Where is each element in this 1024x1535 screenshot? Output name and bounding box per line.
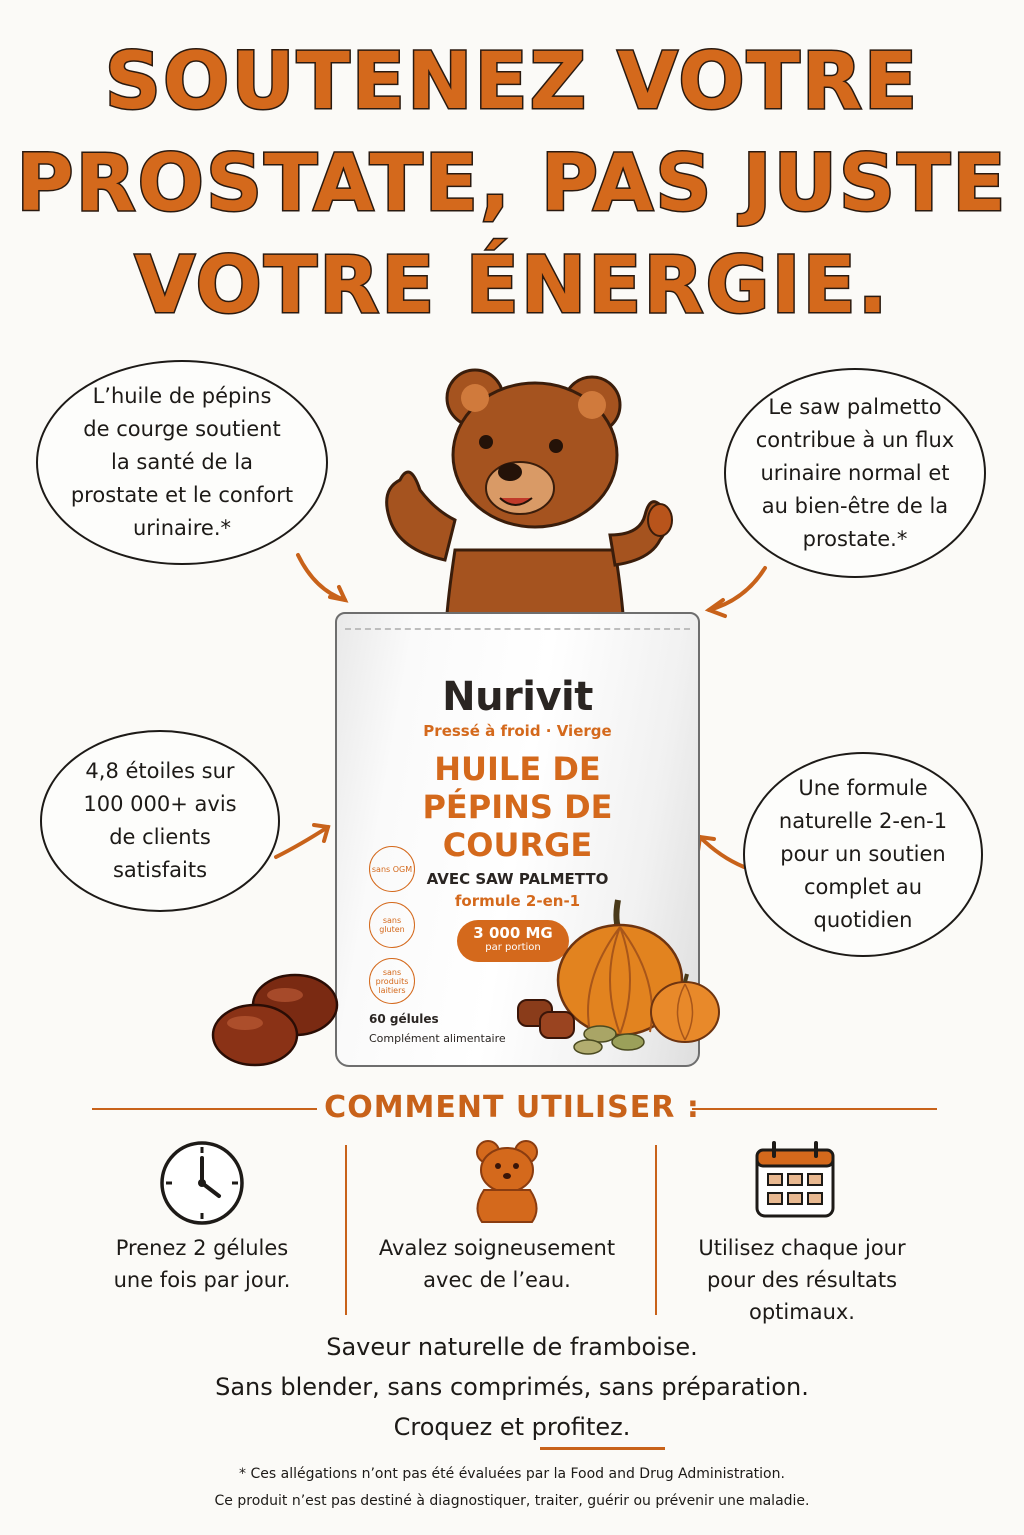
pouch-seal (345, 628, 690, 630)
product-kind: Complément alimentaire (369, 1032, 506, 1045)
calendar-icon (752, 1140, 838, 1220)
step-3-text: Utilisez chaque jour pour des résultats optimaux. (698, 1236, 906, 1324)
bubble-mid-right: Une formule naturelle 2-en-1 pour un soutien complet au quotidien (743, 752, 983, 957)
brand-logo: Nurivit (442, 674, 593, 720)
clock-icon (157, 1138, 247, 1228)
divider-right (692, 1108, 937, 1110)
underline-accent (540, 1447, 665, 1450)
headline-line-1: SOUTENEZ VOTRE (104, 37, 920, 127)
headline-line-3: VOTRE ÉNERGIE. (134, 241, 890, 331)
gummy-candies-image (205, 965, 355, 1070)
badge-gluten-free: sans gluten (369, 902, 415, 948)
product-with: AVEC SAW PALMETTO (426, 870, 609, 888)
step-1-text: Prenez 2 gélules une fois par jour. (113, 1236, 291, 1292)
product-title: HUILE DE PÉPINS DE COURGE (422, 750, 613, 864)
bear-illustration (360, 360, 690, 650)
bubble-top-left: L’huile de pépins de courge soutient la santé de la prostate et le confort urinaire.* (36, 360, 328, 565)
product-formula: formule 2-en-1 (454, 892, 581, 910)
badge-dairy-free: sans produits laitiers (369, 958, 415, 1004)
headline-line-2: PROSTATE, PAS JUSTE (16, 139, 1008, 229)
product-subtitle: Pressé à froid · Vierge (423, 722, 612, 740)
disclaimer-line-2: Ce produit n’est pas destiné à diagnostiquer, traiter, guérir ou prévenir une maladie. (214, 1493, 810, 1509)
step-2-text: Avalez soigneusement avec de l’eau. (378, 1236, 616, 1292)
closing-line-3: Croquez et profitez. (393, 1413, 631, 1441)
closing-line-2: Sans blender, sans comprimés, sans préparation. (215, 1373, 809, 1401)
badge-non-gmo: sans OGM (369, 846, 415, 892)
gummy-bear-icon (462, 1138, 552, 1228)
arrow-icon (695, 560, 775, 620)
disclaimer-line-1: * Ces allégations n’ont pas été évaluées par la Food and Drug Administration. (239, 1466, 785, 1482)
pumpkins-image (510, 892, 725, 1057)
arrow-icon (270, 815, 340, 865)
dose-badge: 3 000 MG par portion (457, 920, 569, 962)
bubble-mid-left: 4,8 étoiles sur 100 000+ avis de clients satisfaits (40, 730, 280, 912)
bubble-top-right: Le saw palmetto contribue à un flux urinaire normal et au bien-être de la prostate.* (724, 368, 986, 578)
arrow-icon (290, 545, 360, 615)
capsule-count: 60 gélules (369, 1012, 439, 1026)
howto-title: COMMENT UTILISER : (324, 1090, 700, 1125)
closing-line-1: Saveur naturelle de framboise. (326, 1333, 698, 1361)
